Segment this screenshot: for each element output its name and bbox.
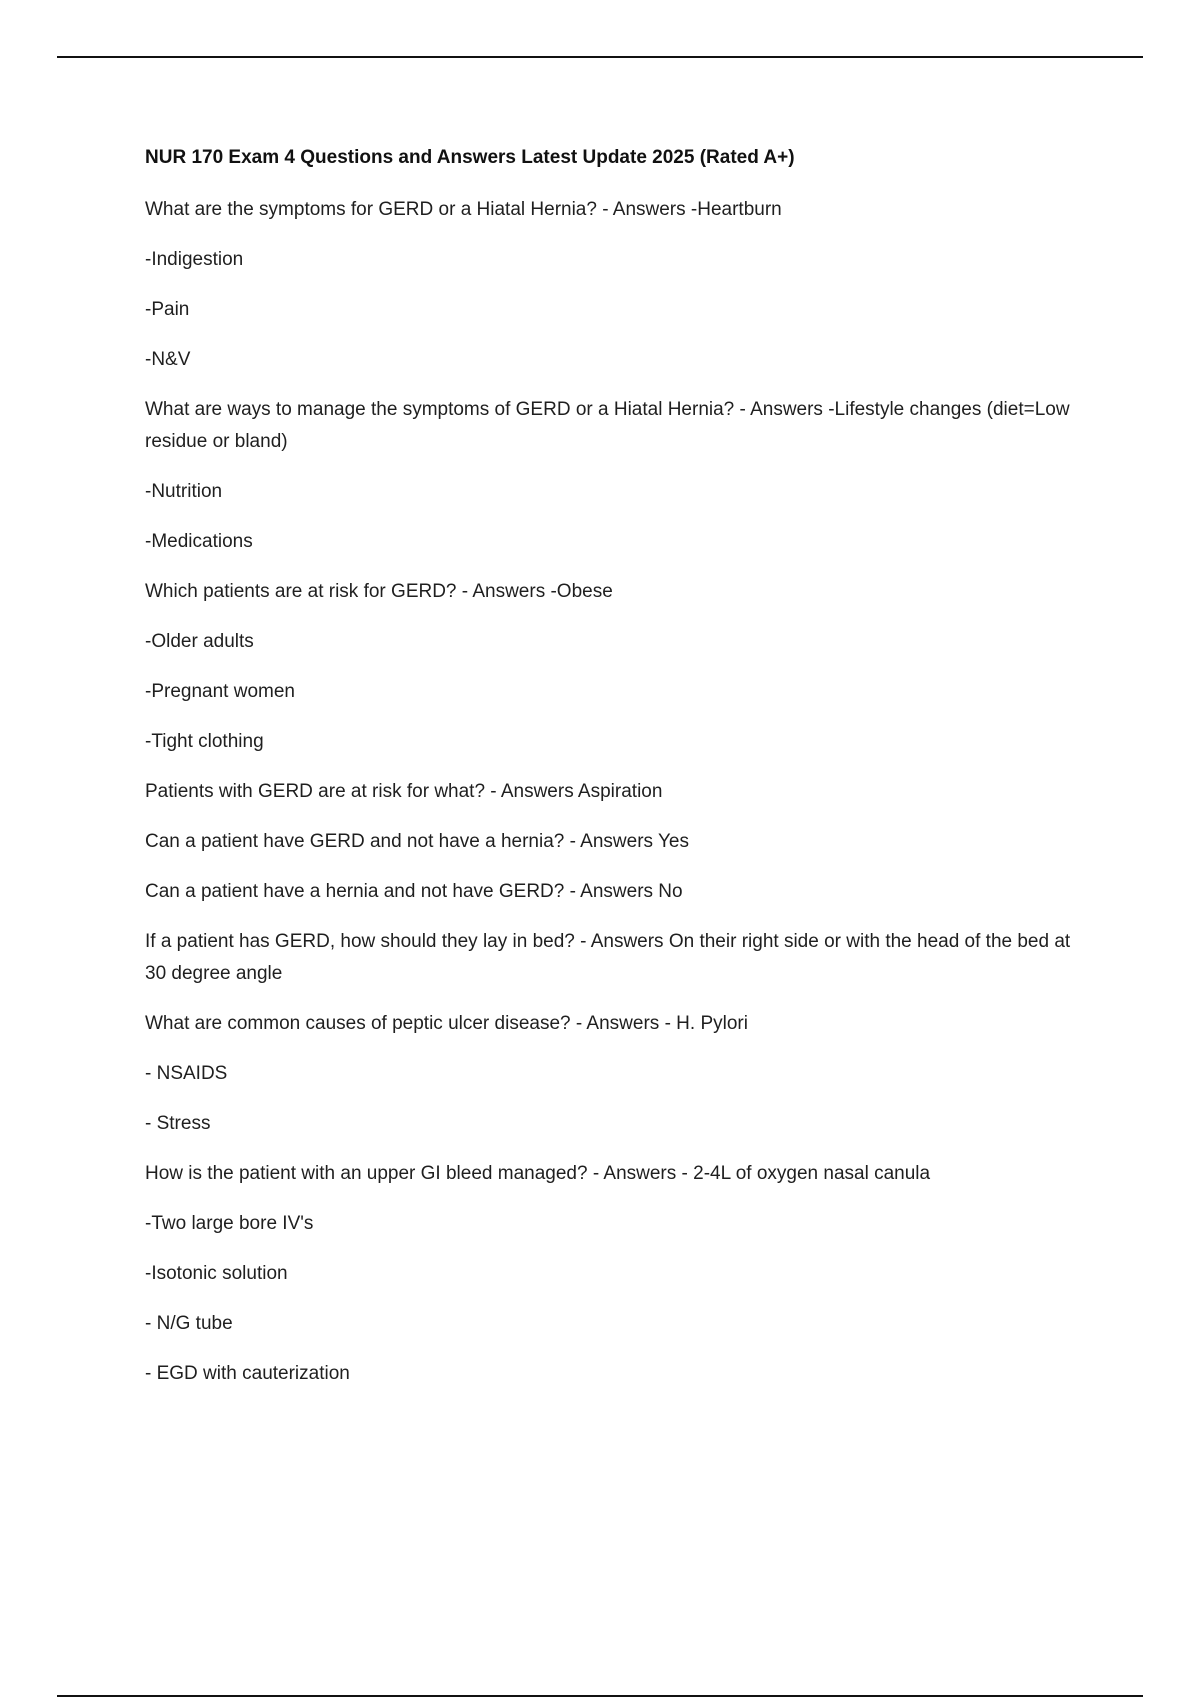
- text-line: -Tight clothing: [145, 731, 264, 752]
- text-line: Can a patient have GERD and not have a hernia? - Answers Yes: [145, 831, 689, 852]
- text-line: - NSAIDS: [145, 1063, 228, 1084]
- document-title: NUR 170 Exam 4 Questions and Answers Latest Update 2025 (Rated A+): [145, 147, 795, 168]
- text-line: - N/G tube: [145, 1313, 233, 1334]
- bottom-rule: [57, 1695, 1143, 1697]
- top-rule: [57, 56, 1143, 58]
- text-line: Patients with GERD are at risk for what? - Answers Aspiration: [145, 781, 663, 802]
- text-line: -Isotonic solution: [145, 1263, 288, 1284]
- text-line: -Medications: [145, 531, 253, 552]
- text-line: What are the symptoms for GERD or a Hiatal Hernia? - Answers -Heartburn: [145, 199, 782, 220]
- text-line: How is the patient with an upper GI bleed managed? - Answers - 2-4L of oxygen nasal canula: [145, 1163, 931, 1184]
- text-line: -Two large bore IV's: [145, 1213, 314, 1234]
- text-line: -Older adults: [145, 631, 254, 652]
- text-line: -Pregnant women: [145, 681, 295, 702]
- document-body: [145, 146, 1090, 1408]
- text-line: -Pain: [145, 299, 190, 320]
- text-line: - EGD with cauterization: [145, 1363, 350, 1384]
- text-line: What are common causes of peptic ulcer disease? - Answers - H. Pylori: [145, 1013, 748, 1034]
- text-line: If a patient has GERD, how should they lay in bed? - Answers On their right side or with the head of the bed at 30 degree angle: [145, 931, 1071, 984]
- text-line: -N&V: [145, 349, 191, 370]
- text-line: - Stress: [145, 1113, 211, 1134]
- text-line: Can a patient have a hernia and not have GERD? - Answers No: [145, 881, 683, 902]
- text-line: Which patients are at risk for GERD? - Answers -Obese: [145, 581, 613, 602]
- text-line: -Nutrition: [145, 481, 223, 502]
- text-line: What are ways to manage the symptoms of GERD or a Hiatal Hernia? - Answers -Lifestyle changes (diet=Low residue or bland): [145, 399, 1070, 452]
- text-line: -Indigestion: [145, 249, 244, 270]
